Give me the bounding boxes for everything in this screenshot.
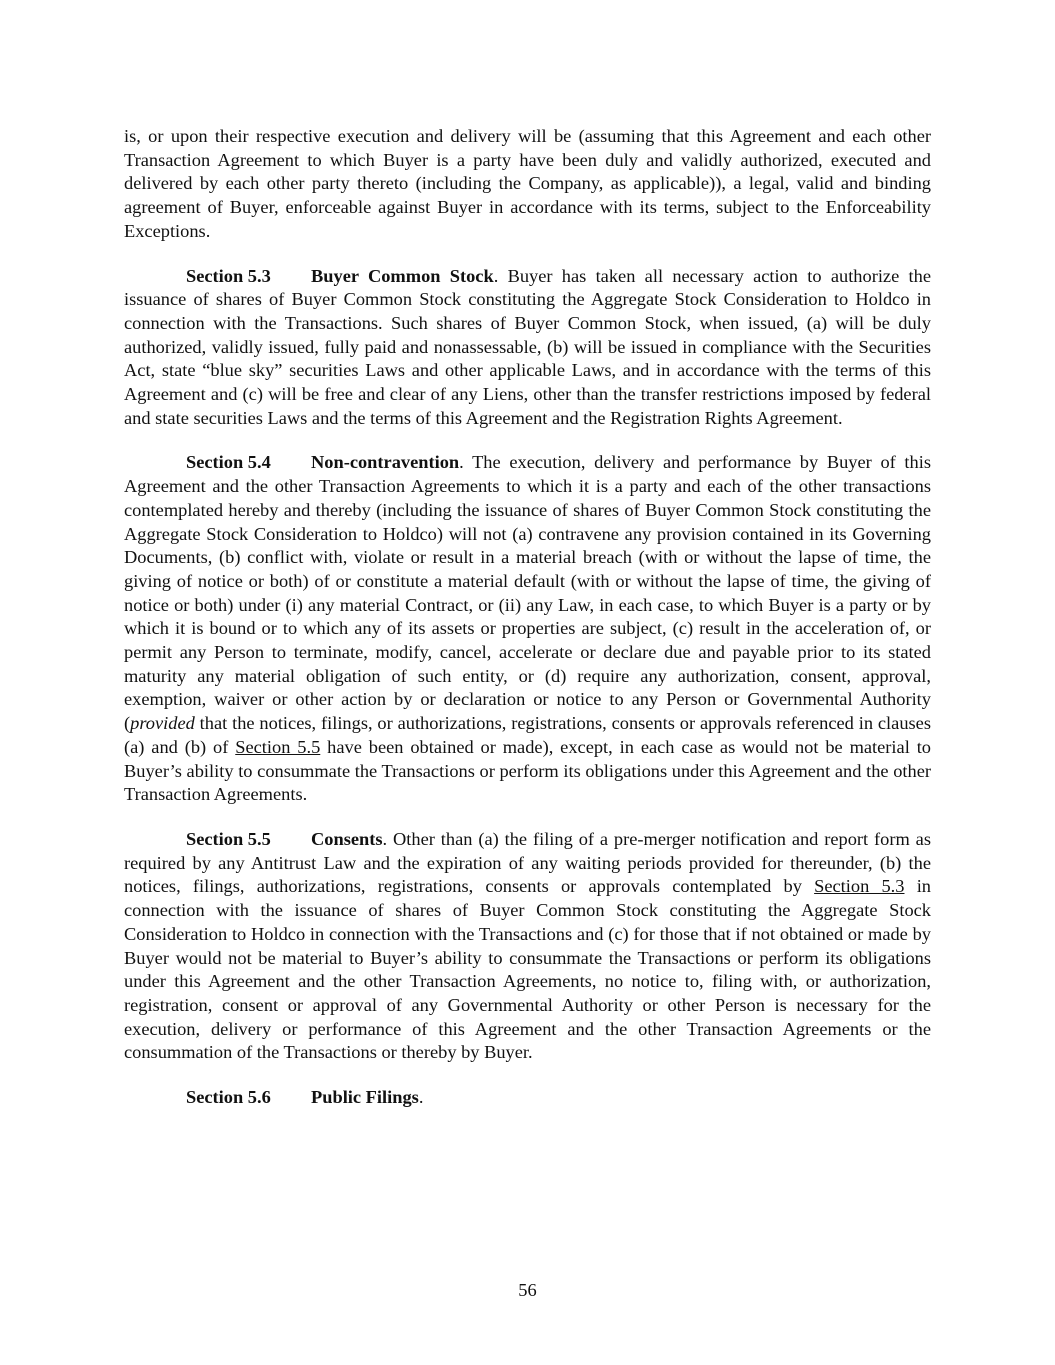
section-body: in connection with the issuance of shares of Buyer Common Stock constituting the Aggregate Stock Consideration to Holdco in connection with the Transactions and (c) for those that if not obtained or made by Buyer would not be material to Buyer’s ability to consummate the Transactions or perform its obligations under this Agreement and the other Transaction Agreements, no notice to, filing with, or authorization, registration, consent or approval of any Governmental Authority or other Person is necessary for the execution, delivery or performance of this Agreement and the other Transaction Agreements or the consummation of the Transactions or thereby by Buyer.: [124, 876, 932, 1063]
section-5-4-paragraph: Section 5.4 Non-contravention. The execution, delivery and performance by Buyer of this Agreement and the other Transaction Agreements to which it is a party and each of the other transactions contemplated hereby and thereby (including the issuance of shares of Buyer Common Stock constituting the Aggregate Stock Consideration to Holdco) will not (a) contravene any provision contained in its Governing Documents, (b) conflict with, violate or result in a material breach (with or without the lapse of time, the giving of notice or both) of or constitute a material default (with or without the lapse of time, the giving of notice or both) under (i) any material Contract, or (ii) any Law, in each case, to which Buyer is a party or by which it is bound or to which any of its assets or properties are subject, (c) result in the acceleration of, or permit any Person to terminate, modify, cancel, accelerate or declare due and payable prior to its stated maturity any material obligation of such entity, or (d) require any authorization, consent, approval, exemption, waiver or other action by or declaration or notice to any Person or Governmental Authority (provided that the notices, filings, or authorizations, registrations, consents or approvals referenced in clauses (a) and (b) of Section 5.5 have been obtained or made), except, in each case as would not be material to Buyer’s ability to consummate the Transactions or perform its obligations under this Agreement and the other Transaction Agreements.: [124, 452, 932, 805]
section-number: Section 5.3: [186, 265, 271, 286]
section-5-6-heading: Section 5.6 Public Filings.: [124, 1086, 931, 1110]
section-title: Consents: [311, 828, 383, 849]
section-title: Public Filings: [311, 1087, 419, 1108]
section-body: that the notices, filings, or authorizations, registrations, consents or approvals referenced in clauses (a) and (b) of: [124, 713, 931, 757]
section-number: Section 5.5: [186, 828, 271, 849]
section-body: have been obtained or made), except, in each case as would not be material to Buyer’s ability to consummate the Transactions or perform its obligations under this Agreement and the other Transaction Agreements.: [124, 736, 932, 805]
section-title: Non-contravention: [311, 452, 460, 473]
document-page: [124, 125, 931, 1131]
section-body: Buyer has taken all necessary action to authorize the issuance of shares of Buyer Common Stock constituting the Aggregate Stock Consideration to Holdco in connection with the Transactions. Such shares of Buyer Common Stock, when issued, (a) will be duly authorized, validly issued, fully paid and nonassessable, (b) will be issued in compliance with the Securities Act, state “blue sky” securities Laws and other applicable Laws, and in accordance with the terms of this Agreement and (c) will be free and clear of any Liens, other than the transfer restrictions imposed by federal and state securities Laws and the terms of this Agreement and the Registration Rights Agreement.: [124, 265, 931, 428]
cross-reference-link[interactable]: Section 5.5: [235, 736, 321, 757]
provided-term: provided: [130, 713, 195, 734]
section-body: Other than (a) the filing of a pre-merger notification and report form as required by any Antitrust Law and the expiration of any waiting periods provided for thereunder, (b) the notices, filings, authorizations, registrations, consents or approvals contemplated by: [124, 828, 931, 897]
page-number: 56: [518, 1280, 537, 1300]
section-number: Section 5.4: [186, 452, 271, 473]
intro-paragraph: is, or upon their respective execution and delivery will be (assuming that this Agreement and each other Transaction Agreement to which Buyer is a party have been duly and validly authorized, executed and delivered by each other party thereto (including the Company, as applicable)), a legal, valid and binding agreement of Buyer, enforceable against Buyer in accordance with its terms, subject to the Enforceability Exceptions.: [124, 126, 931, 241]
section-title: Buyer Common Stock: [311, 265, 494, 286]
section-5-5-paragraph: Section 5.5 Consents. Other than (a) the filing of a pre-merger notification and report form as required by any Antitrust Law and the expiration of any waiting periods provided for thereunder, (b) the notices, filings, authorizations, registrations, consents or approvals contemplated by Section 5.3 in connection with the issuance of shares of Buyer Common Stock constituting the Aggregate Stock Consideration to Holdco in connection with the Transactions and (c) for those that if not obtained or made by Buyer would not be material to Buyer’s ability to consummate the Transactions or perform its obligations under this Agreement and the other Transaction Agreements, no notice to, filing with, or authorization, registration, consent or approval of any Governmental Authority or other Person is necessary for the execution, delivery or performance of this Agreement and the other Transaction Agreements or the consummation of the Transactions or thereby by Buyer.: [124, 828, 932, 1063]
section-number: Section 5.6: [186, 1087, 271, 1108]
cross-reference-link[interactable]: Section 5.3: [814, 876, 905, 897]
section-body: The execution, delivery and performance by Buyer of this Agreement and the other Transaction Agreements to which it is a party and each of the other transactions contemplated hereby and thereby (including the issuance of shares of Buyer Common Stock constituting the Aggregate Stock Consideration to Holdco) will not (a) contravene any provision contained in its Governing Documents, (b) conflict with, violate or result in a material breach (with or without the lapse of time, the giving of notice or both) of or constitute a material default (with or without the lapse of time, the giving of notice or both) under (i) any material Contract, or (ii) any Law, in each case, to which Buyer is a party or by which it is bound or to which any of its assets or properties are subject, (c) result in the acceleration of, or permit any Person to terminate, modify, cancel, accelerate or declare due and payable prior to its stated maturity any material obligation of such entity, or (d) require any authorization, consent, approval, exemption, waiver or other action by or declaration or notice to any Person or Governmental Authority (: [124, 452, 931, 734]
section-5-3-paragraph: Section 5.3 Buyer Common Stock. Buyer has taken all necessary action to authorize the issuance of shares of Buyer Common Stock constituting the Aggregate Stock Consideration to Holdco in connection with the Transactions. Such shares of Buyer Common Stock, when issued, (a) will be duly authorized, validly issued, fully paid and nonassessable, (b) will be issued in compliance with the Securities Act, state “blue sky” securities Laws and other applicable Laws, and in accordance with the terms of this Agreement and (c) will be free and clear of any Liens, other than the transfer restrictions imposed by federal and state securities Laws and the terms of this Agreement and the Registration Rights Agreement.: [124, 265, 931, 428]
